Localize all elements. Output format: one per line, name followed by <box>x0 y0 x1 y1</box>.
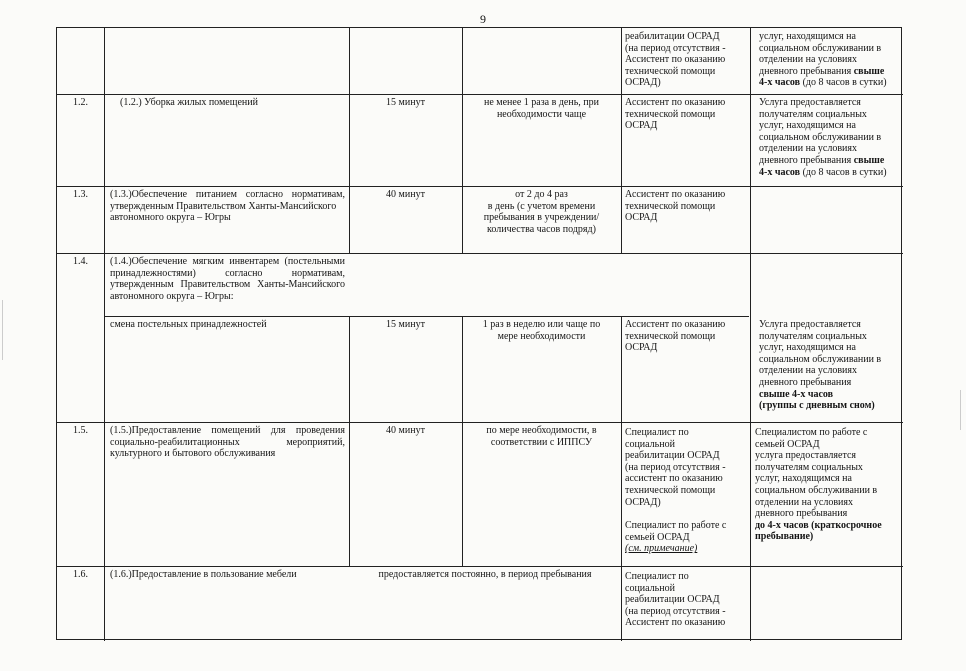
service-time: 40 минут <box>386 425 425 436</box>
service-time: 15 минут <box>386 97 425 108</box>
page-number: 9 <box>480 12 486 26</box>
row-number: 1.2. <box>73 97 88 108</box>
service-name: (1.3.)Обеспечение питанием согласно нормативам, утвержденным Правительством Ханты-Мансийского автономного округа – Югры <box>110 189 345 224</box>
service-frequency: 1 раз в неделю или чаще по мере необходимости <box>482 319 601 342</box>
service-name: (1.4.)Обеспечение мягким инвентарем (постельными принадлежностями) согласно нормативам, утвержденным Правительством Ханты-Мансийского автономного округа – Югры: <box>110 256 345 302</box>
note-cell: услуг, находящимся на социальном обслуживании в отделении на условиях дневного пребывания свыше 4-х часов (до 8 часов в сутки) <box>759 31 887 89</box>
service-name: (1.5.)Предоставление помещений для проведения социально-реабилитационных мероприятий, культурного и бытового обслуживания <box>110 425 345 460</box>
row-number: 1.5. <box>73 425 88 436</box>
row-divider <box>104 316 749 317</box>
note-cell: Специалистом по работе с семьей ОСРАД услуга предоставляется получателям социальных услуг, находящимся на социальном обслуживании в отделении на условиях дневного пребывания до 4-х часов (краткосрочное пребывание) <box>755 427 882 543</box>
services-table <box>56 27 902 640</box>
executor-cell: Ассистент по оказанию технической помощи ОСРАД <box>625 319 726 354</box>
column-divider <box>349 28 350 253</box>
column-divider <box>349 316 350 566</box>
row-number: 1.6. <box>73 569 88 580</box>
row-divider <box>57 94 903 95</box>
service-time: 15 минут <box>386 319 425 330</box>
executor-cell: Ассистент по оказанию технической помощи ОСРАД <box>625 97 726 132</box>
row-divider <box>57 253 903 254</box>
service-frequency: от 2 до 4 раз в день (с учетом времени пребывания в учреждении/ количества часов подряд) <box>483 189 600 235</box>
service-name: (1.2.) Уборка жилых помещений <box>120 97 258 108</box>
service-time: 40 минут <box>386 189 425 200</box>
note-cell: Услуга предоставляется получателям социальных услуг, находящимся на социальном обслуживании в отделении на условиях дневного пребывания свыше 4-х часов (до 8 часов в сутки) <box>759 97 887 178</box>
note-cell: Услуга предоставляется получателям социальных услуг, находящимся на социальном обслуживании в отделении на условиях дневного пребывания свыше 4-х часов (группы с дневным сном) <box>759 319 882 412</box>
executor-remark: (см. примечание) <box>625 543 698 555</box>
column-divider <box>621 28 622 253</box>
column-divider <box>104 28 105 641</box>
service-name: (1.6.)Предоставление в пользование мебели <box>110 569 297 580</box>
row-number: 1.3. <box>73 189 88 200</box>
executor-cell: Ассистент по оказанию технической помощи ОСРАД <box>625 189 726 224</box>
row-number: 1.4. <box>73 256 88 267</box>
column-divider <box>621 316 622 641</box>
executor-cell: Специалист по социальной реабилитации ОСРАД (на период отсутствия - Ассистент по оказанию <box>625 571 726 629</box>
row-divider <box>57 566 903 567</box>
service-name: смена постельных принадлежностей <box>110 319 267 330</box>
row-divider <box>57 422 903 423</box>
executor-cell: Специалист по социальной реабилитации ОСРАД (на период отсутствия - ассистент по оказанию технической помощи ОСРАД) Специалист по работе с семьей ОСРАД (см. примечание) <box>625 427 749 555</box>
scan-edge-mark <box>960 390 961 430</box>
service-frequency: предоставляется постоянно, в период пребывания <box>378 569 592 580</box>
scan-edge-mark <box>2 300 3 360</box>
executor-cell: реабилитации ОСРАД (на период отсутствия - Ассистент по оказанию технической помощи ОСРАД) <box>625 31 726 89</box>
service-frequency: по мере необходимости, в соответствии с ИППСУ <box>486 425 597 448</box>
service-frequency: не менее 1 раза в день, при необходимости чаще <box>484 97 599 120</box>
column-divider <box>750 28 751 641</box>
row-divider <box>57 186 903 187</box>
